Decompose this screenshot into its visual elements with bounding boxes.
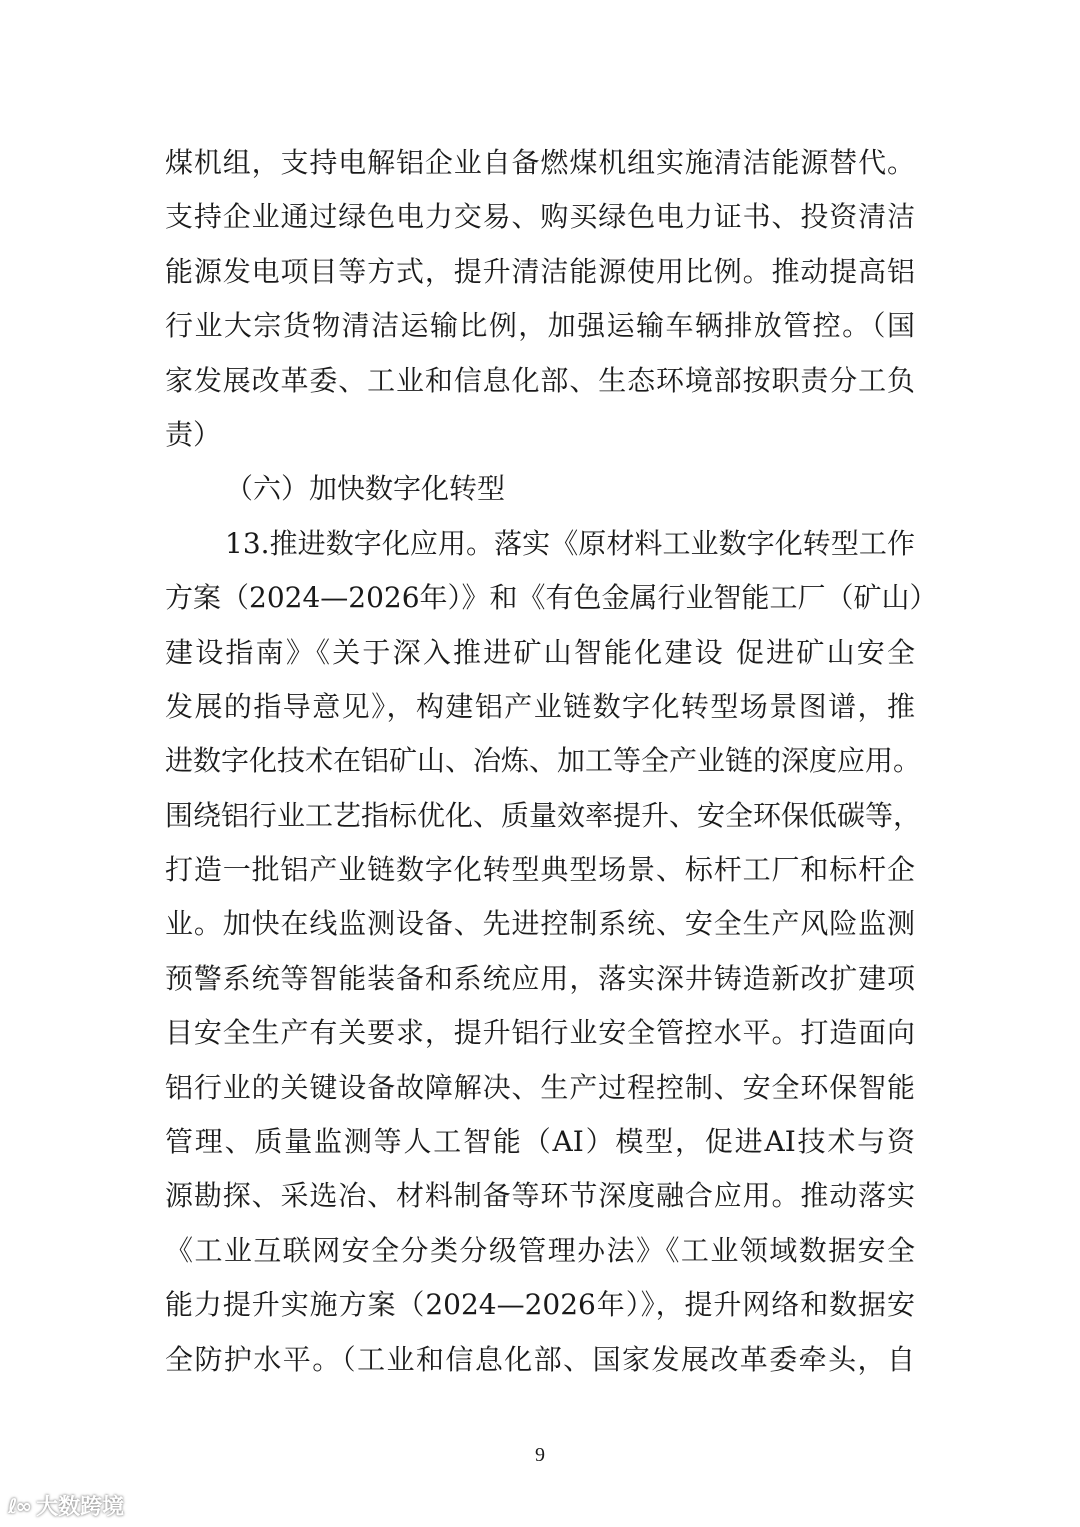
text-line: 进数字化技术在铝矿山、冶炼、加工等全产业链的深度应用。: [165, 744, 922, 778]
watermark: [8, 1490, 124, 1521]
text-line: 《工业互联网安全分类分级管理办法》《工业领域数据安全: [165, 1233, 915, 1267]
text-line: 打造一批铝产业链数字化转型典型场景、标杆工厂和标杆企: [165, 853, 915, 887]
watermark-logo-icon: ℓ∞: [8, 1493, 31, 1518]
text-line: 方案（2024—2026年）》和《有色金属行业智能工厂（矿山）: [165, 581, 938, 615]
text-line: 13.推进数字化应用。落实《原材料工业数字化转型工作: [225, 526, 915, 560]
text-line: 围绕铝行业工艺指标优化、质量效率提升、安全环保低碳等，: [165, 798, 922, 832]
text-line: 能力提升实施方案（2024—2026年）》，提升网络和数据安: [165, 1288, 915, 1322]
text-line: 行业大宗货物清洁运输比例，加强运输车辆排放管控。（国: [165, 309, 915, 343]
text-line: 源勘探、采选冶、材料制备等环节深度融合应用。推动落实: [165, 1179, 915, 1213]
text-line: 业。加快在线监测设备、先进控制系统、安全生产风险监测: [165, 907, 915, 941]
document-body: [165, 136, 938, 1387]
page-number: 9: [535, 1444, 545, 1466]
text-line: 责）: [165, 417, 222, 451]
text-line: 管理、质量监测等人工智能（AI）模型，促进AI技术与资: [165, 1125, 915, 1159]
text-line: 全防护水平。（工业和信息化部、国家发展改革委牵头，自: [165, 1342, 915, 1376]
text-line: 支持企业通过绿色电力交易、购买绿色电力证书、投资清洁: [165, 200, 915, 234]
text-line: 建设指南》《关于深入推进矿山智能化建设 促进矿山安全: [165, 635, 915, 669]
watermark-text: 大数跨境: [36, 1495, 125, 1520]
text-line: 发展的指导意见》，构建铝产业链数字化转型场景图谱，推: [165, 689, 915, 723]
text-line: 预警系统等智能装备和系统应用，落实深井铸造新改扩建项: [165, 961, 915, 995]
text-line: 煤机组，支持电解铝企业自备燃煤机组实施清洁能源替代。: [165, 146, 915, 179]
text-line: 目安全生产有关要求，提升铝行业安全管控水平。打造面向: [165, 1016, 915, 1050]
text-line: 能源发电项目等方式，提升清洁能源使用比例。推动提高铝: [165, 254, 915, 288]
text-line: 铝行业的关键设备故障解决、生产过程控制、安全环保智能: [165, 1070, 915, 1104]
text-line: 家发展改革委、工业和信息化部、生态环境部按职责分工负: [165, 363, 915, 397]
section-heading: （六）加快数字化转型: [225, 472, 506, 506]
